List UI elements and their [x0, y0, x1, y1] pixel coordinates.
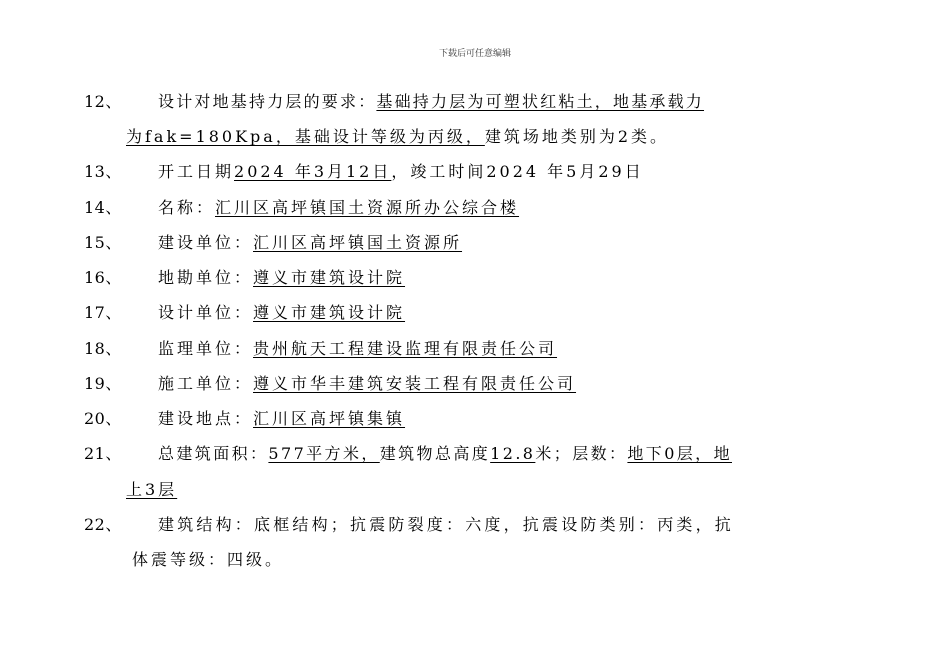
item-label: 设计单位： — [158, 303, 254, 322]
item-12-continuation — [0, 123, 950, 151]
item-text — [158, 440, 732, 468]
item-22-continuation — [0, 546, 950, 574]
item-value: 遵义市华丰建筑安装工程有限责任公司 — [253, 374, 577, 393]
item-text — [158, 158, 644, 186]
item-value: 基础持力层为可塑状红粘土，地基承载力 — [376, 92, 705, 111]
item-20 — [0, 405, 950, 433]
item-number: 17、 — [84, 303, 122, 322]
item-number: 19、 — [84, 374, 122, 393]
item-14 — [0, 194, 950, 222]
item-value-cont: 上3层 — [126, 480, 178, 499]
item-text — [158, 299, 405, 327]
item-label: 总建筑面积： — [158, 444, 269, 463]
item-label: 监理单位： — [158, 339, 254, 358]
item-number: 22、 — [84, 515, 122, 534]
item-number: 21、 — [84, 444, 122, 463]
item-value: 2024 年3月12日 — [234, 162, 392, 181]
item-number: 15、 — [84, 233, 122, 252]
item-text — [158, 405, 405, 433]
item-label: 建设单位： — [158, 233, 254, 252]
item-continuation — [126, 123, 669, 151]
item-number: 20、 — [84, 409, 122, 428]
item-value-cont: 为fak=180Kpa，基础设计等级为丙级， — [126, 127, 485, 146]
item-label: 施工单位： — [158, 374, 254, 393]
item-label: 开工日期 — [158, 162, 235, 181]
item-21-continuation — [0, 476, 950, 504]
item-number: 14、 — [84, 198, 122, 217]
item-value: 遵义市建筑设计院 — [253, 303, 406, 322]
item-18 — [0, 335, 950, 363]
item-label: 名称： — [158, 198, 216, 217]
item-text: 建筑结构：底框结构；抗震防裂度：六度，抗震设防类别：丙类，抗 — [158, 515, 735, 534]
item-value: 汇川区高坪镇国土资源所 — [253, 233, 463, 252]
item-mid2: 米；层数： — [535, 444, 628, 463]
item-text — [158, 88, 704, 116]
item-value3: 地下0层，地 — [627, 444, 732, 463]
item-value: 遵义市建筑设计院 — [253, 268, 406, 287]
item-value: 汇川区高坪镇国土资源所办公综合楼 — [215, 198, 520, 217]
page-header: 下载后可任意编辑 — [438, 49, 511, 59]
item-21 — [0, 440, 950, 468]
item-22 — [0, 511, 950, 539]
item-13 — [0, 158, 950, 186]
item-text — [158, 229, 462, 257]
item-text — [158, 264, 405, 292]
item-value: 贵州航天工程建设监理有限责任公司 — [253, 339, 558, 358]
item-continuation — [126, 476, 177, 504]
item-continuation: 体震等级：四级。 — [132, 550, 285, 569]
item-label: 设计对地基持力层的要求： — [158, 92, 377, 111]
item-mid: 建筑物总高度 — [379, 444, 491, 463]
item-19 — [0, 370, 950, 398]
item-label: 建设地点： — [158, 409, 254, 428]
item-value: 汇川区高坪镇集镇 — [253, 409, 406, 428]
item-label: 地勘单位： — [158, 268, 254, 287]
item-number: 18、 — [84, 339, 122, 358]
item-value2: 12.8 — [490, 444, 536, 463]
item-value: 577平方米， — [268, 444, 380, 463]
item-16 — [0, 264, 950, 292]
item-text — [158, 370, 576, 398]
item-number: 16、 — [84, 268, 122, 287]
item-number: 12、 — [84, 92, 122, 111]
item-tail: 建筑场地类别为2类。 — [484, 127, 670, 146]
item-text — [158, 194, 519, 222]
item-number: 13、 — [84, 162, 122, 181]
item-text — [158, 335, 557, 363]
item-17 — [0, 299, 950, 327]
item-12 — [0, 88, 950, 116]
item-15 — [0, 229, 950, 257]
item-tail: ，竣工时间2024 年5月29日 — [391, 162, 644, 181]
